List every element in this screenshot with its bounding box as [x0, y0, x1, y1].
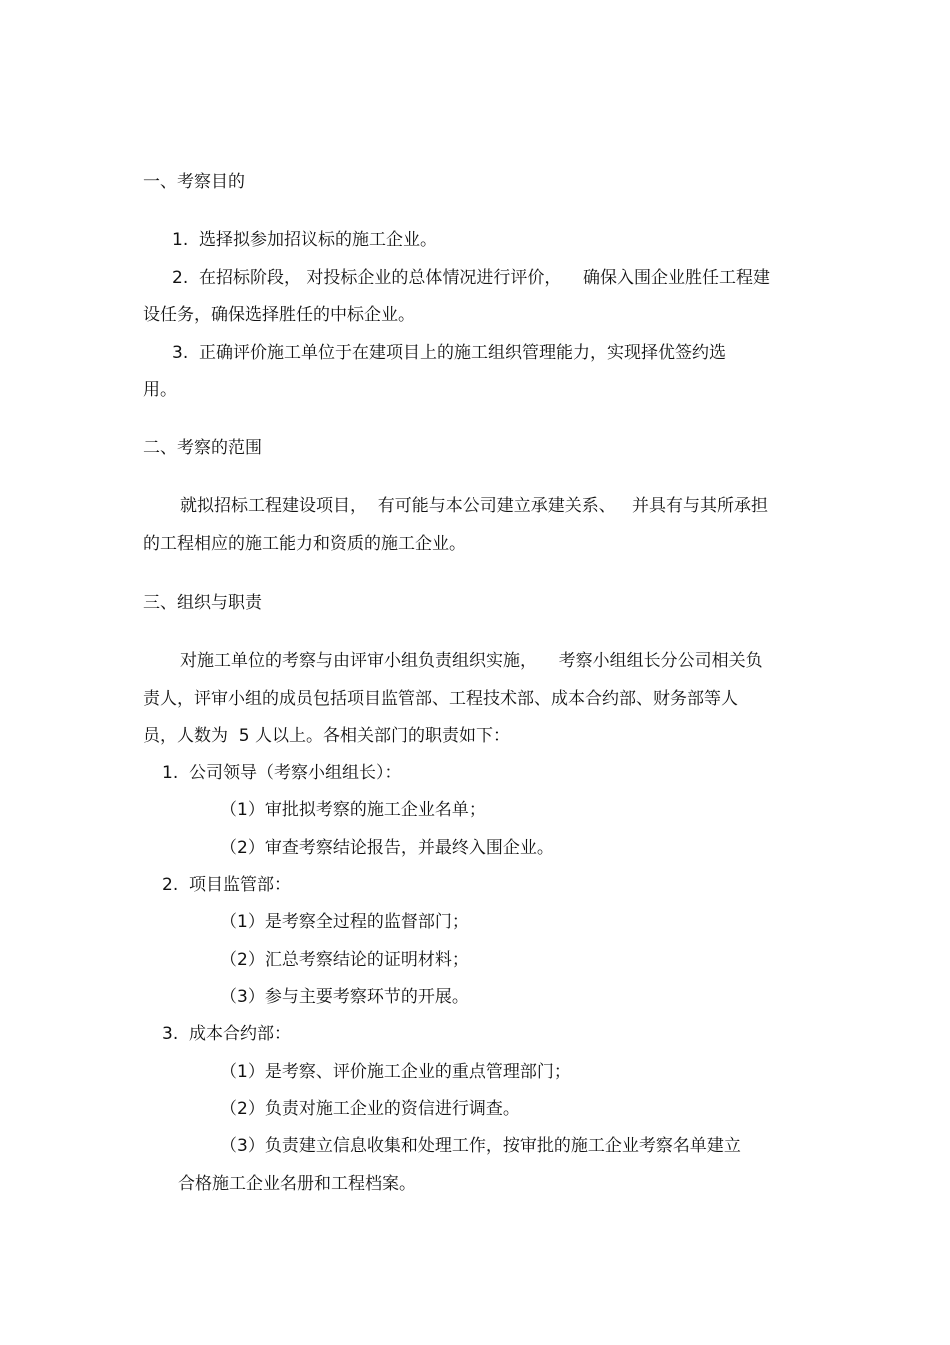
department-duty: （1）是考察、评价施工企业的重点管理部门； [220, 1062, 571, 1082]
section-heading-purpose: 一、考察目的 [143, 172, 245, 192]
purpose-item-3-line-2: 用。 [143, 380, 177, 400]
organization-paragraph-line-3: 员，人数为 5 人以上。各相关部门的职责如下： [143, 726, 511, 746]
department-title-project-supervision: 2. 项目监管部： [162, 875, 292, 895]
department-duty: （2）审查考察结论报告，并最终入围企业。 [220, 838, 554, 858]
section-heading-organization: 三、组织与职责 [143, 593, 262, 613]
purpose-item-3-line-1: 3. 正确评价施工单位于在建项目上的施工组织管理能力，实现择优签约选 [172, 343, 727, 363]
department-duty: （3）负责建立信息收集和处理工作，按审批的施工企业考察名单建立 [220, 1136, 741, 1156]
department-duty: （1）是考察全过程的监督部门； [220, 912, 469, 932]
department-title-leadership: 1. 公司领导（考察小组组长）： [162, 763, 402, 783]
scope-paragraph-line-2: 的工程相应的施工能力和资质的施工企业。 [143, 534, 466, 554]
department-duty: （2）负责对施工企业的资信进行调查。 [220, 1099, 520, 1119]
department-title-cost-contract: 3. 成本合约部： [162, 1024, 292, 1044]
department-duty-continuation: 合格施工企业名册和工程档案。 [178, 1174, 416, 1194]
organization-paragraph-line-1: 对施工单位的考察与由评审小组负责组织实施， 考察小组组长分公司相关负 [180, 651, 763, 671]
department-duty: （2）汇总考察结论的证明材料； [220, 950, 469, 970]
scope-paragraph-line-1: 就拟招标工程建设项目， 有可能与本公司建立承建关系、 并具有与其所承担 [180, 496, 769, 516]
section-heading-scope: 二、考察的范围 [143, 438, 262, 458]
organization-paragraph-line-2: 责人，评审小组的成员包括项目监管部、工程技术部、成本合约部、财务部等人 [143, 689, 738, 709]
department-duty: （3）参与主要考察环节的开展。 [220, 987, 469, 1007]
purpose-item-1: 1. 选择拟参加招议标的施工企业。 [172, 230, 438, 250]
purpose-item-2-line-2: 设任务，确保选择胜任的中标企业。 [143, 305, 415, 325]
department-duty: （1）审批拟考察的施工企业名单； [220, 800, 486, 820]
purpose-item-2-line-1: 2. 在招标阶段， 对投标企业的总体情况进行评价， 确保入围企业胜任工程建 [172, 268, 771, 288]
